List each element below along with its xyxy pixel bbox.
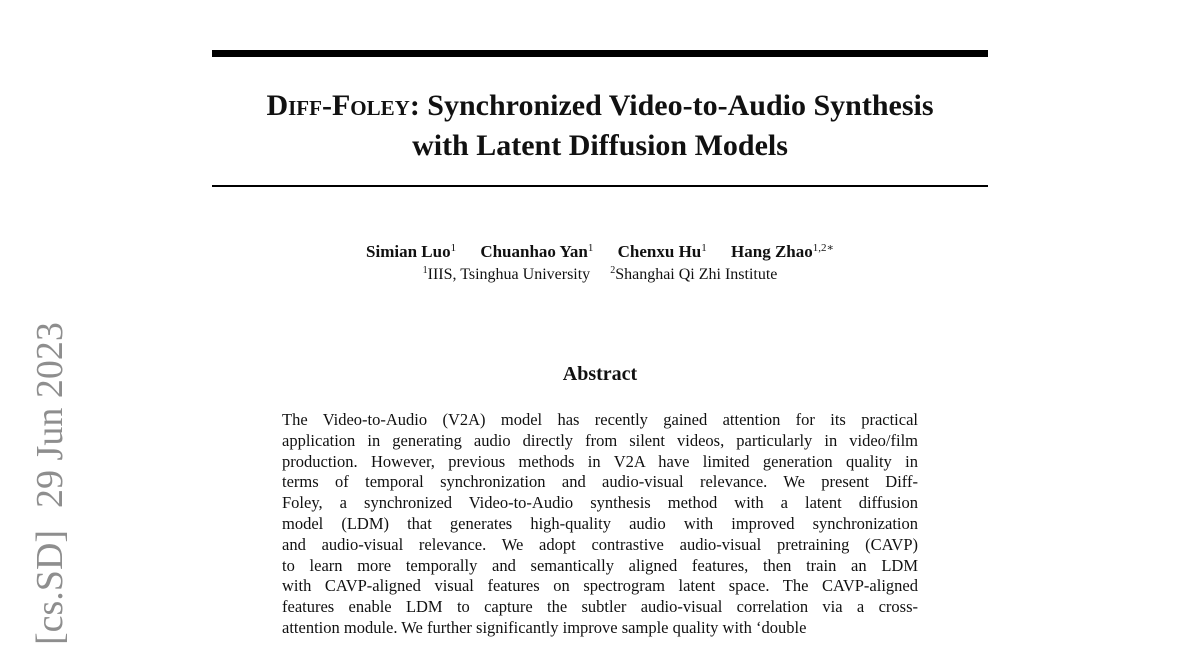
- author: [480, 242, 593, 261]
- author-name: Simian Luo: [366, 242, 451, 261]
- abstract-line: terms of temporal synchronization and audio-visual relevance. We present Diff-: [282, 472, 918, 492]
- abstract-line: The Video-to-Audio (V2A) model has recently gained attention for its practical: [282, 410, 918, 429]
- abstract-line: application in generating audio directly from silent videos, particularly in video/film: [282, 430, 918, 450]
- affiliation: [610, 266, 777, 283]
- abstract-heading: Abstract: [562, 363, 638, 385]
- title-line-2: with Latent Diffusion Models: [412, 129, 788, 162]
- affiliation-name: IIIS, Tsinghua University: [427, 266, 591, 283]
- author: [731, 242, 834, 261]
- title-line-1: Diff-Foley: Synchronized Video-to-Audio Synthesis: [266, 89, 934, 122]
- title-smallcaps-diff: Diff: [266, 89, 322, 122]
- abstract-line: with CAVP-aligned visual features on spectrogram latent space. The CAVP-aligned: [282, 576, 918, 596]
- affiliation: [423, 266, 591, 283]
- abstract-line: model (LDM) that generates high-quality audio with improved synchronization: [282, 513, 918, 533]
- author-name: Hang Zhao: [731, 242, 813, 261]
- title-bottom-rule: [212, 185, 988, 187]
- abstract-line: and audio-visual relevance. We adopt contrastive audio-visual pretraining (CAVP): [282, 534, 918, 554]
- abstract-body: [282, 410, 918, 639]
- affiliation-mark: 2: [610, 265, 616, 276]
- title-rest: : Synchronized Video-to-Audio Synthesis: [409, 89, 934, 122]
- author: [366, 242, 456, 261]
- author-list: [212, 242, 988, 262]
- abstract-line: attention module. We further significantly improve sample quality with ‘double: [282, 617, 807, 637]
- author-affiliation-mark: 1: [450, 242, 457, 254]
- abstract-line: Foley, a synchronized Video-to-Audio synthesis method with a latent diffusion: [282, 493, 918, 513]
- arxiv-date: 29 Jun 2023: [29, 322, 71, 508]
- abstract-line: production. However, previous methods in V2A have limited generation quality in: [282, 451, 918, 471]
- affiliation-mark: 1: [422, 265, 428, 276]
- affiliation-name: Shanghai Qi Zhi Institute: [615, 266, 778, 283]
- affiliation-list: [212, 265, 988, 285]
- author-name: Chenxu Hu: [617, 242, 702, 261]
- arxiv-watermark: [28, 305, 72, 645]
- title-smallcaps-foley: Foley: [331, 89, 410, 122]
- author: [618, 242, 707, 261]
- abstract-line: features enable LDM to capture the subtler audio-visual correlation via a cross-: [282, 597, 918, 617]
- arxiv-category: [cs.SD]: [29, 529, 71, 645]
- title-top-rule: [212, 50, 988, 57]
- paper-title: [212, 86, 988, 166]
- abstract-line: to learn more temporally and semantically aligned features, then train an LDM: [282, 555, 918, 575]
- author-name: Chuanhao Yan: [480, 242, 588, 261]
- author-affiliation-mark: 1: [701, 242, 707, 254]
- author-affiliation-mark: 1: [587, 242, 594, 254]
- author-affiliation-mark: 1,2∗: [812, 242, 834, 254]
